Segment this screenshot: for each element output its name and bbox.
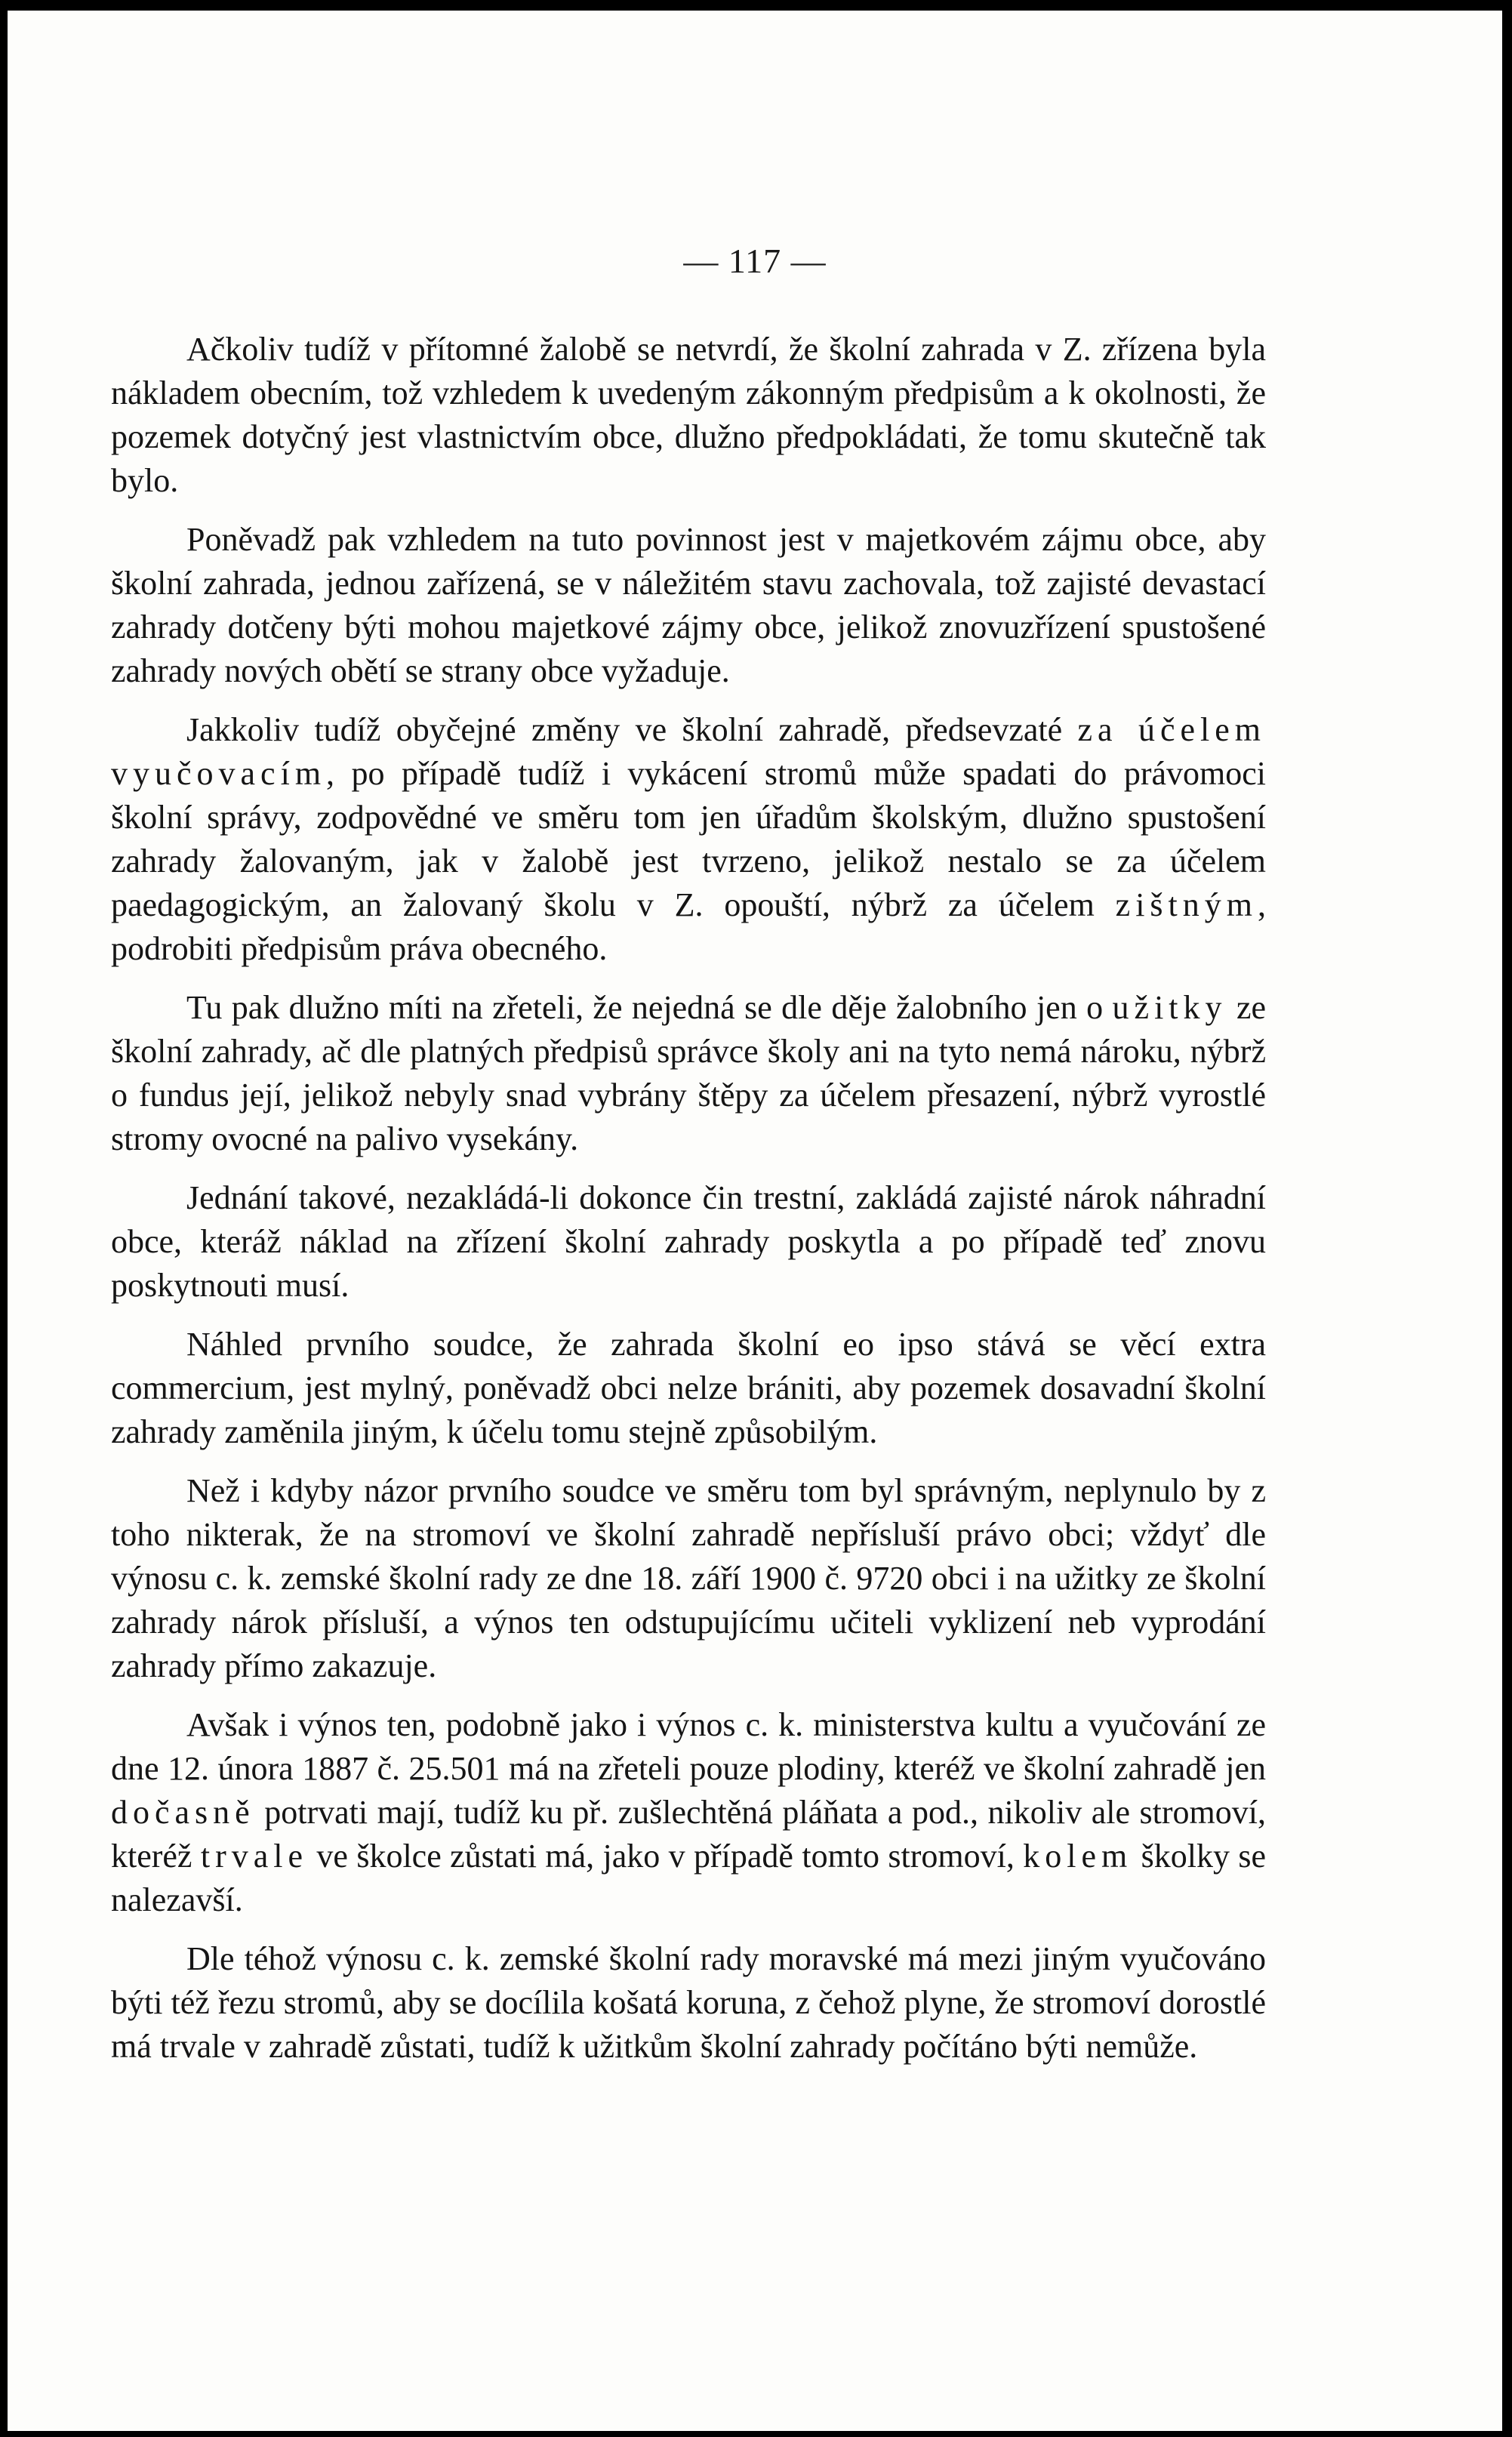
paragraph-text: , po případě tudíž i vykácení stromů může spadati do právomoci školní správy, zodpovědné ve směru tom jen úřadům školským, dlužno spustošení zahrady žalovaným, jak v žalobě jest tvrzeno, jelikož nestalo se za účelem paedagogickým, an žalovaný školu v Z. opouští, nýbrž za účelem <box>111 755 1266 923</box>
spaced-emphasis-text: za účelem vyučovacím <box>111 711 1266 792</box>
spaced-emphasis-text: dočasně <box>111 1794 255 1831</box>
paragraph-text: Tu pak dlužno míti na zřeteli, že nejedná se dle děje žalobního jen o <box>186 989 1113 1026</box>
paragraph-text: potrvati mají, tudíž ku př. zušlechtěná pláňata a pod., nikoliv ale stromoví, kteréž <box>111 1794 1266 1875</box>
paragraph <box>111 518 1266 693</box>
paragraph <box>111 1323 1266 1454</box>
paragraph-text: Náhled prvního soudce, že zahrada školní eo ipso stává se věcí extra commercium, jest mylný, poněvadž obci nelze brániti, aby pozemek dosavadní školní zahrady zaměnila jiným, k účelu tomu stejně způsobilým. <box>111 1326 1266 1450</box>
paragraph-text: ze školní zahrady, ač dle platných předpisů správce školy ani na tyto nemá nároku, nýbrž o fundus její, jelikož nebyly snad vybrány štěpy za účelem přesazení, nýbrž vyrostlé stromy ovocné na palivo vysekány. <box>111 989 1267 1157</box>
paragraph-text: Dle téhož výnosu c. k. zemské školní rady moravské má mezi jiným vyučováno býti též řezu stromů, aby se docílila košatá koruna, z čehož plyne, že stromoví dorostlé má trvale v zahradě zůstati, tudíž k užitkům školní zahrady počítáno býti nemůže. <box>111 1940 1266 2065</box>
paragraph-text: Než i kdyby názor prvního soudce ve směru tom byl správným, neplynulo by z toho nikterak, že na stromoví ve školní zahradě nepřísluší právo obci; vždyť dle výnosu c. k. zemské školní rady ze dne 18. září 1900 č. 9720 obci i na užitky ze školní zahrady nárok přísluší, a výnos ten odstupujícímu učiteli vyklizení neb vyprodání zahrady přímo zakazuje. <box>111 1472 1266 1684</box>
document-page <box>8 11 1502 2431</box>
spaced-emphasis-text: trvale <box>200 1838 309 1875</box>
paragraph <box>111 1176 1266 1308</box>
paragraph <box>111 1469 1266 1688</box>
paragraph-text: , podrobiti předpisům práva obecného. <box>111 886 1266 967</box>
body-text <box>111 328 1266 2084</box>
paragraph <box>111 1703 1266 1922</box>
paragraph-text: ve školce zůstati má, jako v případě tomto stromoví, <box>308 1838 1024 1875</box>
paragraph <box>111 708 1266 971</box>
spaced-emphasis-text: zištným <box>1115 886 1258 923</box>
paragraph <box>111 986 1266 1161</box>
spaced-emphasis-text: kolem <box>1023 1838 1133 1875</box>
page-number: — 117 — <box>683 242 827 280</box>
paragraph-text: Avšak i výnos ten, podobně jako i výnos c. k. ministerstva kultu a vyučování ze dne 12. února 1887 č. 25.501 má na zřeteli pouze plodiny, kteréž ve školní zahradě jen <box>111 1706 1266 1787</box>
spaced-emphasis-text: užitky <box>1112 989 1227 1026</box>
paragraph-text: školky se nalezavší. <box>111 1838 1267 1918</box>
paragraph <box>111 1937 1266 2069</box>
paragraph-text: Jednání takové, nezakládá-li dokonce čin trestní, zakládá zajisté nárok náhradní obce, kteráž náklad na zřízení školní zahrady poskytla a po případě teď znovu poskytnouti musí. <box>111 1179 1266 1304</box>
paragraph-text: Poněvadž pak vzhledem na tuto povinnost jest v majetkovém zájmu obce, aby školní zahrada, jednou zařízená, se v náležitém stavu zachovala, tož zajisté devastací zahrady dotčeny býti mohou majetkové zájmy obce, jelikož znovuzřízení spustošené zahrady nových obětí se strany obce vyžaduje. <box>111 521 1266 689</box>
paragraph <box>111 328 1266 503</box>
paragraph-text: Jakkoliv tudíž obyčejné změny ve školní zahradě, předsevzaté <box>186 711 1078 748</box>
paragraph-text: Ačkoliv tudíž v přítomné žalobě se netvrdí, že školní zahrada v Z. zřízena byla nákladem obecním, tož vzhledem k uvedeným zákonným předpisům a k okolnosti, že pozemek dotyčný jest vlastnictvím obce, dlužno předpokládati, že tomu skutečně tak bylo. <box>111 331 1266 499</box>
